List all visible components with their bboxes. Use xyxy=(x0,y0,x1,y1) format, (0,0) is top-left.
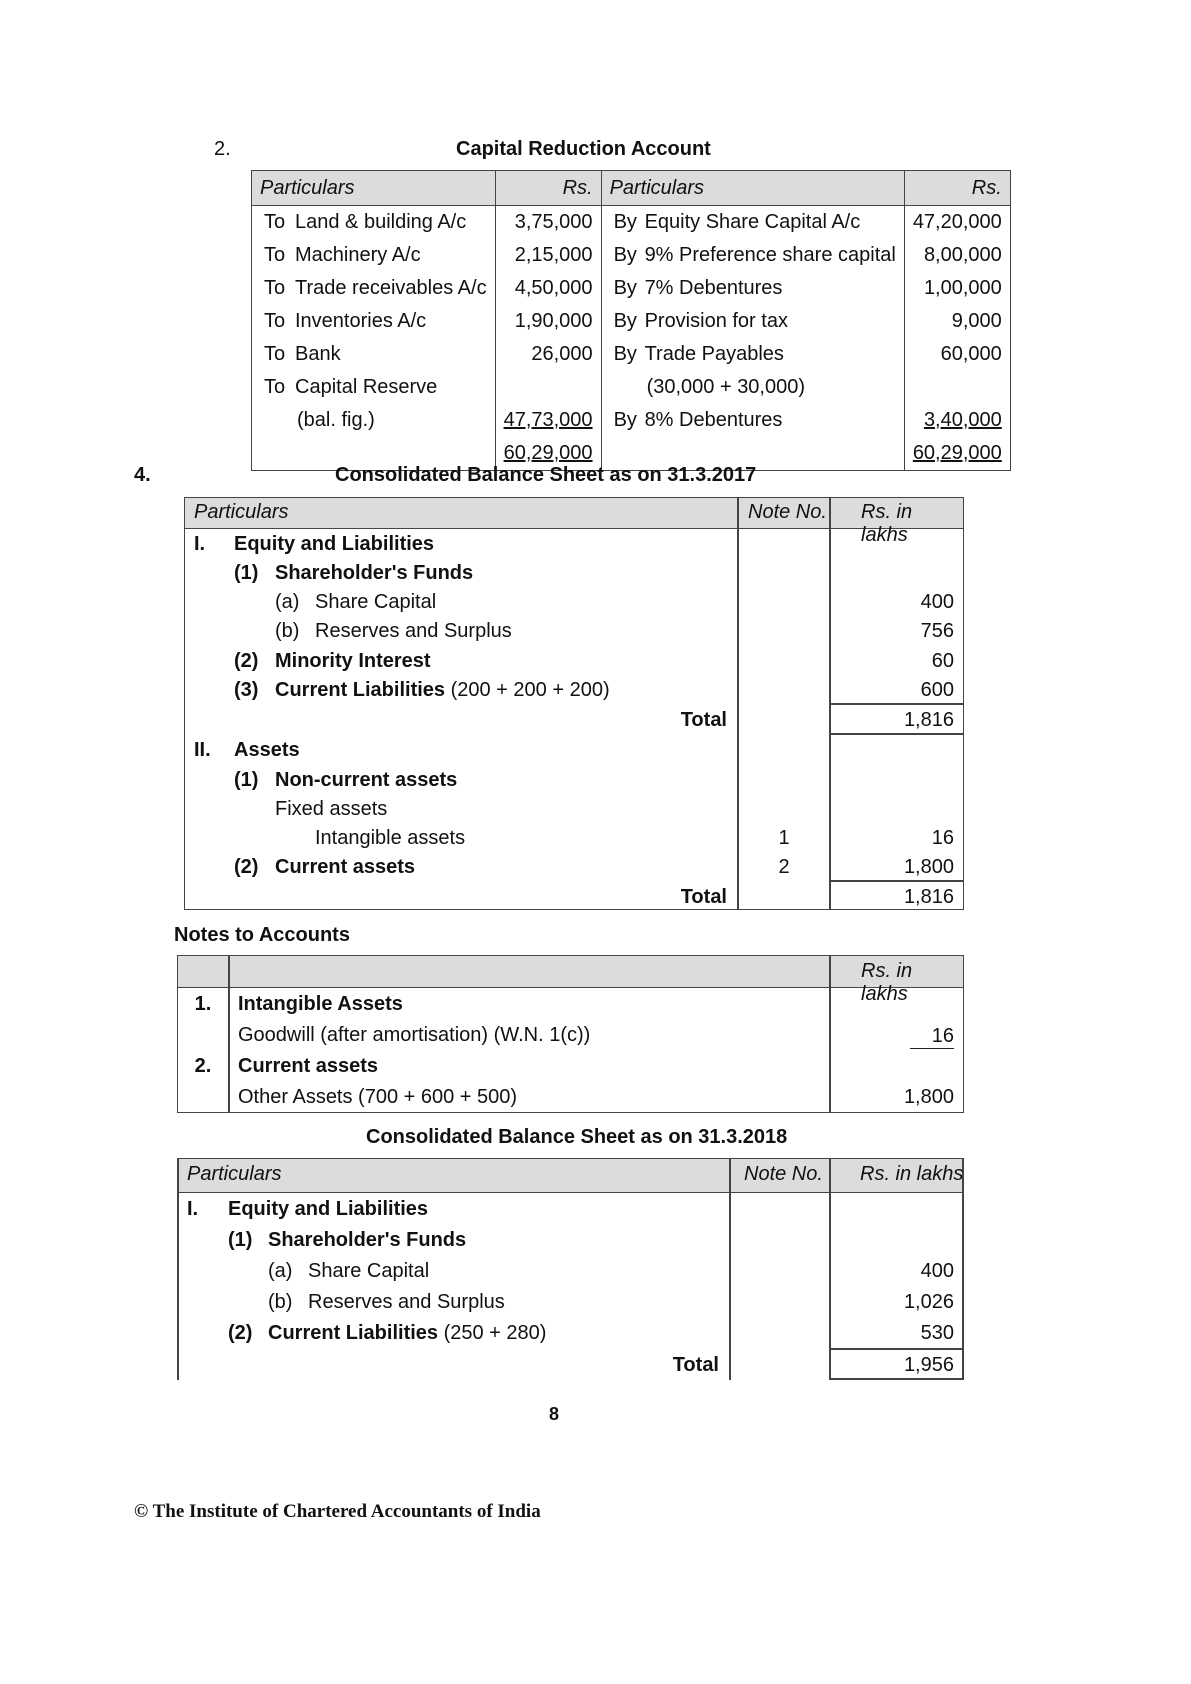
row-label: Share Capital xyxy=(308,1260,430,1282)
note-text: Goodwill (after amortisation) (W.N. 1(c)) xyxy=(238,1024,591,1046)
entry-text: Bank xyxy=(295,343,341,365)
entry-prefix: To xyxy=(264,277,286,299)
total-label: Total xyxy=(680,886,727,908)
entry-prefix: To xyxy=(264,211,286,233)
note-value: 16 xyxy=(831,1024,954,1049)
entry-prefix: By xyxy=(613,343,637,365)
entry-amount: 3,75,000 xyxy=(514,211,593,233)
entry-amount: 8,00,000 xyxy=(923,244,1002,266)
col-header: Rs. xyxy=(495,171,601,206)
row-label: Share Capital xyxy=(315,591,437,613)
note-text: Other Assets (700 + 600 + 500) xyxy=(238,1086,518,1108)
total-value: 1,816 xyxy=(903,709,954,731)
entry-amount: 26,000 xyxy=(531,343,593,365)
note-label: Current assets xyxy=(238,1055,379,1077)
row-label: Fixed assets xyxy=(275,798,388,820)
col-header: Rs. xyxy=(904,171,1010,206)
row-label: Current Liabilities (200 + 200 + 200) xyxy=(275,679,610,701)
note-number: 2 xyxy=(778,856,790,878)
total-label: Total xyxy=(680,709,727,731)
row-value: 530 xyxy=(920,1322,954,1344)
row-num: (3) xyxy=(234,679,259,701)
row-num: (1) xyxy=(234,562,259,584)
row-num: (2) xyxy=(234,650,259,672)
page-number: 8 xyxy=(549,1404,560,1424)
entry-prefix: By xyxy=(613,211,637,233)
entry-amount: 3,40,000 xyxy=(923,409,1002,431)
section-title: Consolidated Balance Sheet as on 31.3.2017 xyxy=(335,464,757,486)
balance-sheet-2018 xyxy=(177,1158,964,1380)
notes-title: Notes to Accounts xyxy=(174,924,350,946)
row-num: (1) xyxy=(234,769,259,791)
row-value: 756 xyxy=(920,620,954,642)
col-header: Particulars xyxy=(194,501,289,523)
col-header: Rs. in lakhs xyxy=(860,1163,964,1185)
section-number: 4. xyxy=(134,464,151,486)
row-num: I. xyxy=(187,1198,199,1220)
row-label: Shareholder's Funds xyxy=(268,1229,467,1251)
entry-prefix: By xyxy=(613,310,637,332)
entry-text: (bal. fig.) xyxy=(297,409,375,431)
row-label: Non-current assets xyxy=(275,769,458,791)
balance-sheet-2017 xyxy=(184,497,964,910)
entry-text: 7% Debentures xyxy=(644,277,783,299)
row-num: (b) xyxy=(268,1291,293,1313)
col-header: Particulars xyxy=(252,171,496,206)
entry-prefix: By xyxy=(613,409,637,431)
row-num: (a) xyxy=(275,591,300,613)
entry-prefix: To xyxy=(264,310,286,332)
table-row xyxy=(252,206,1011,240)
row-label: Reserves and Surplus xyxy=(315,620,512,642)
row-num: (a) xyxy=(268,1260,293,1282)
entry-prefix: To xyxy=(264,376,286,398)
row-value: 600 xyxy=(920,679,954,701)
entry-prefix: To xyxy=(264,343,286,365)
note-number: 1. xyxy=(194,993,212,1015)
row-value: 400 xyxy=(920,1260,954,1282)
section-title: Capital Reduction Account xyxy=(456,138,711,160)
row-num: (1) xyxy=(228,1229,253,1251)
section-number: 2. xyxy=(214,138,231,160)
row-label: Equity and Liabilities xyxy=(228,1198,429,1220)
debit-total: 60,29,000 xyxy=(503,442,593,464)
row-label: Minority Interest xyxy=(275,650,431,672)
notes-table xyxy=(177,955,964,1113)
total-label: Total xyxy=(672,1354,719,1376)
col-header: Note No. xyxy=(744,1163,823,1185)
row-label: Current Liabilities (250 + 280) xyxy=(268,1322,547,1344)
entry-text: Equity Share Capital A/c xyxy=(644,211,861,233)
table-row xyxy=(252,404,1011,437)
row-value: 400 xyxy=(920,591,954,613)
row-value: 16 xyxy=(931,827,954,849)
row-label: Equity and Liabilities xyxy=(234,533,435,555)
row-num: (2) xyxy=(234,856,259,878)
credit-total: 60,29,000 xyxy=(912,442,1002,464)
entry-prefix: To xyxy=(264,244,286,266)
entry-text: Land & building A/c xyxy=(295,211,467,233)
entry-text: 9% Preference share capital xyxy=(644,244,896,266)
note-label: Intangible Assets xyxy=(238,993,403,1015)
col-header: Note No. xyxy=(748,501,827,523)
note-number: 1 xyxy=(778,827,790,849)
row-value: 1,026 xyxy=(903,1291,954,1313)
footer-copyright: © The Institute of Chartered Accountants of India xyxy=(134,1501,541,1522)
col-header: Particulars xyxy=(601,171,904,206)
row-num: I. xyxy=(194,533,206,555)
entry-amount: 1,00,000 xyxy=(923,277,1002,299)
row-label: Current assets xyxy=(275,856,416,878)
col-header: Particulars xyxy=(187,1163,282,1185)
row-label: Intangible assets xyxy=(315,827,466,849)
note-value: 1,800 xyxy=(903,1086,954,1108)
note-number: 2. xyxy=(194,1055,212,1077)
row-label: Reserves and Surplus xyxy=(308,1291,505,1313)
entry-text: Provision for tax xyxy=(644,310,788,332)
table-row xyxy=(252,305,1011,338)
entry-text: Machinery A/c xyxy=(295,244,421,266)
entry-amount: 1,90,000 xyxy=(514,310,593,332)
entry-amount: 2,15,000 xyxy=(514,244,593,266)
table-row xyxy=(252,239,1011,272)
entry-amount: 47,73,000 xyxy=(503,409,593,431)
entry-amount: 60,000 xyxy=(940,343,1002,365)
table-row xyxy=(252,272,1011,305)
row-num: (b) xyxy=(275,620,300,642)
row-num: II. xyxy=(194,739,211,761)
row-value: 60 xyxy=(931,650,954,672)
entry-prefix: By xyxy=(613,277,637,299)
total-value: 1,816 xyxy=(903,886,954,908)
total-value: 1,956 xyxy=(903,1354,954,1376)
entry-amount: 4,50,000 xyxy=(514,277,593,299)
entry-amount: 9,000 xyxy=(951,310,1002,332)
section-title: Consolidated Balance Sheet as on 31.3.2018 xyxy=(366,1126,788,1148)
entry-text: Trade Payables xyxy=(644,343,784,365)
entry-text: (30,000 + 30,000) xyxy=(646,376,806,398)
row-label: Assets xyxy=(234,739,300,761)
row-value: 1,800 xyxy=(903,856,954,878)
entry-amount: 47,20,000 xyxy=(912,211,1002,233)
table-row xyxy=(252,371,1011,404)
entry-prefix: By xyxy=(613,244,637,266)
entry-text: Trade receivables A/c xyxy=(295,277,487,299)
row-label: Shareholder's Funds xyxy=(275,562,474,584)
entry-text: Inventories A/c xyxy=(295,310,427,332)
entry-text: Capital Reserve xyxy=(295,376,438,398)
capital-reduction-table xyxy=(251,170,1011,471)
entry-text: 8% Debentures xyxy=(644,409,783,431)
table-row xyxy=(252,338,1011,371)
row-num: (2) xyxy=(228,1322,253,1344)
col-header: Rs. in lakhs xyxy=(861,960,913,1005)
col-header: Rs. in lakhs xyxy=(861,501,913,546)
